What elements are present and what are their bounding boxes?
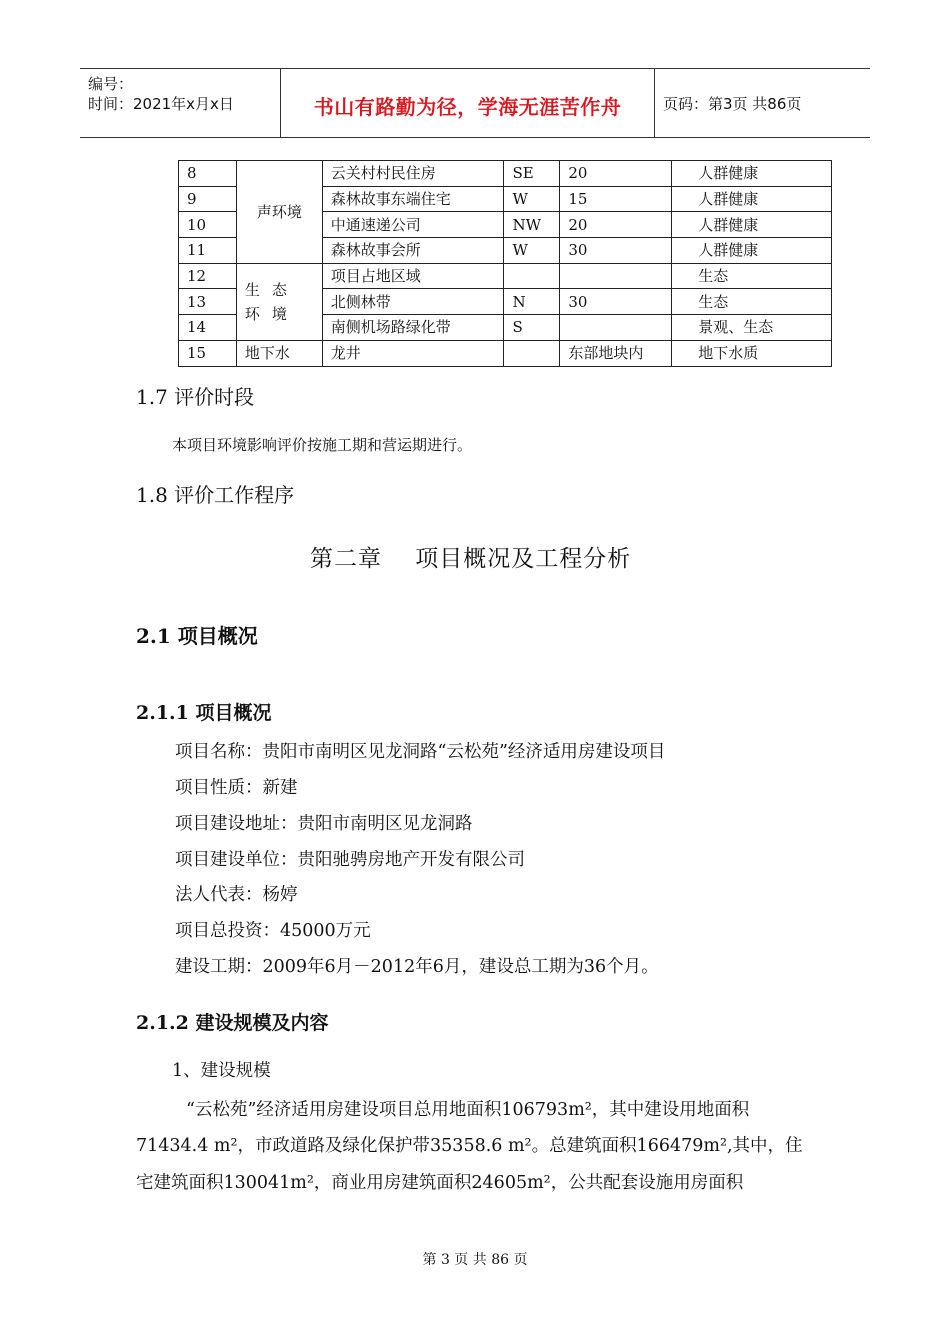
- row-no: 15: [179, 340, 237, 366]
- project-address: 项目建设地址：贵阳市南明区见龙洞路: [175, 814, 473, 834]
- scale-para-line3: 宅建筑面积130041m²，商业用房建筑面积24605m²，公共配套设施用房面积: [136, 1173, 744, 1193]
- group-sound: 声环境: [236, 161, 322, 264]
- row-object: 项目占地区域: [322, 263, 504, 289]
- row-object: 龙井: [322, 340, 504, 366]
- table-row: [179, 340, 832, 366]
- number-label: 编号：: [88, 75, 134, 93]
- row-dir: NW: [504, 212, 560, 238]
- page-footer: 第 3 页 共 86 页: [422, 1252, 528, 1268]
- row-dist: 东部地块内: [560, 340, 672, 366]
- row-goal: 生态: [672, 289, 832, 315]
- row-dir: N: [504, 289, 560, 315]
- project-nature: 项目性质：新建: [175, 778, 298, 798]
- row-dist: 30: [560, 238, 672, 264]
- chapter-title: 第二章 项目概况及工程分析: [310, 546, 632, 572]
- row-dir: [504, 263, 560, 289]
- row-goal: 人群健康: [672, 161, 832, 187]
- row-no: 8: [179, 161, 237, 187]
- header-motto-cell: [281, 69, 655, 137]
- legal-representative: 法人代表：杨婷: [175, 885, 298, 905]
- row-object: 森林故事会所: [322, 238, 504, 264]
- item-1-scale: 1、建设规模: [172, 1061, 271, 1081]
- row-goal: 地下水质: [672, 340, 832, 366]
- table-row: [179, 161, 832, 187]
- project-unit: 项目建设单位：贵阳驰骋房地产开发有限公司: [175, 850, 525, 870]
- table-row: [179, 263, 832, 289]
- row-object: 中通速递公司: [322, 212, 504, 238]
- row-no: 12: [179, 263, 237, 289]
- row-dist: [560, 263, 672, 289]
- row-goal: 生态: [672, 263, 832, 289]
- row-object: 北侧林带: [322, 289, 504, 315]
- header-page-cell: [655, 69, 870, 137]
- row-object: 云关村村民住房: [322, 161, 504, 187]
- row-no: 14: [179, 315, 237, 341]
- total-investment: 项目总投资：45000万元: [175, 921, 371, 941]
- row-dist: 30: [560, 289, 672, 315]
- row-dir: W: [504, 238, 560, 264]
- time-label: 时间：2021年x月x日: [88, 95, 234, 113]
- section-2-1-title: 2.1 项目概况: [136, 624, 258, 648]
- row-no: 9: [179, 186, 237, 212]
- row-dist: [560, 315, 672, 341]
- row-dist: 20: [560, 161, 672, 187]
- row-dir: W: [504, 186, 560, 212]
- section-1-7-title: 1.7 评价时段: [136, 385, 255, 409]
- header-motto: 书山有路勤为径，学海无涯苦作舟: [313, 95, 622, 119]
- section-2-1-1-title: 2.1.1 项目概况: [136, 702, 272, 724]
- construction-period: 建设工期：2009年6月－2012年6月，建设总工期为36个月。: [175, 957, 659, 977]
- page-header: [80, 68, 870, 138]
- sensitive-targets-table: [178, 160, 832, 367]
- row-object: 南侧机场路绿化带: [322, 315, 504, 341]
- row-dir: SE: [504, 161, 560, 187]
- row-goal: 人群健康: [672, 186, 832, 212]
- section-2-1-2-title: 2.1.2 建设规模及内容: [136, 1012, 329, 1034]
- header-meta: [80, 69, 281, 137]
- row-no: 10: [179, 212, 237, 238]
- group-ground: 地下水: [236, 340, 322, 366]
- row-dist: 20: [560, 212, 672, 238]
- scale-para-line2: 71434.4 m²，市政道路及绿化保护带35358.6 m²。总建筑面积166479m²,其中，住: [136, 1136, 803, 1156]
- scale-para-line1: “云松苑”经济适用房建设项目总用地面积106793m²，其中建设用地面积: [186, 1100, 750, 1120]
- row-goal: 人群健康: [672, 238, 832, 264]
- row-object: 森林故事东端住宅: [322, 186, 504, 212]
- project-name: 项目名称：贵阳市南明区见龙洞路“云松苑”经济适用房建设项目: [175, 742, 666, 762]
- row-goal: 人群健康: [672, 212, 832, 238]
- row-no: 11: [179, 238, 237, 264]
- row-dist: 15: [560, 186, 672, 212]
- row-goal: 景观、生态: [672, 315, 832, 341]
- section-1-7-text: 本项目环境影响评价按施工期和营运期进行。: [172, 436, 473, 454]
- row-no: 13: [179, 289, 237, 315]
- header-page-label: 页码：第3页 共86页: [663, 95, 802, 113]
- row-dir: [504, 340, 560, 366]
- row-dir: S: [504, 315, 560, 341]
- group-eco: 生态环境: [236, 263, 322, 340]
- section-1-8-title: 1.8 评价工作程序: [136, 483, 295, 507]
